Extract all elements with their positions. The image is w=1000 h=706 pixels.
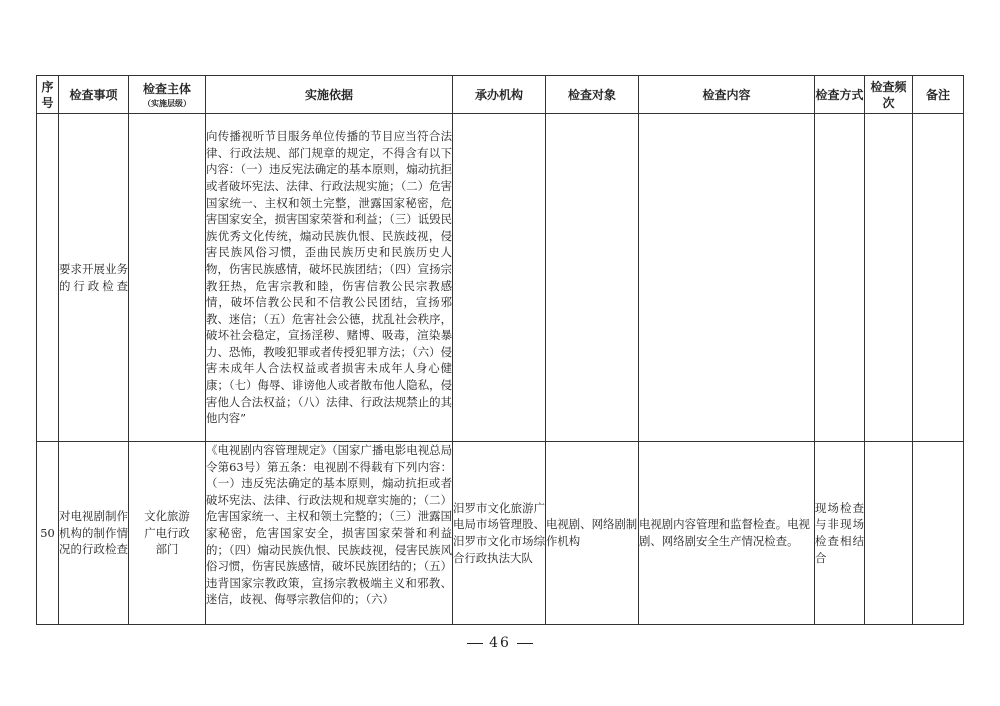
header-subject-label: 检查主体 <box>142 81 191 96</box>
cell-remark <box>913 114 964 442</box>
cell-method: 现场检查与非现场检查相结合 <box>815 442 865 625</box>
page-number-value: 46 <box>489 635 511 651</box>
table-row <box>37 442 964 625</box>
cell-org: 汨罗市文化旅游广电局市场管理股、汨罗市文化市场综合行政执法大队 <box>453 442 546 625</box>
cell-subject: 文化旅游广电行政部门 <box>129 442 206 625</box>
cell-basis: 向传播视听节目服务单位传播的节目应当符合法律、行政法规、部门规章的规定，不得含有以下内容：（一）违反宪法确定的基本原则，煽动抗拒或者破坏宪法、法律、行政法规实施；（二）危害国家统一、主权和领土完整，泄露国家秘密，危害国家安全，损害国家荣誉和利益；（三）诋毁民族优秀文化传统，煽动民族仇恨、民族歧视，侵害民族风俗习惯，歪曲民族历史和民族历史人物，伤害民族感情，破坏民族团结；（四）宣扬宗教狂热，危害宗教和睦，伤害信教公民宗教感情，破坏信教公民和不信教公民团结，宣扬邪教、迷信；（五）危害社会公德，扰乱社会秩序，破坏社会稳定，宣扬淫秽、赌博、吸毒，渲染暴力、恐怖，教唆犯罪或者传授犯罪方法；（六）侵害未成年人合法权益或者损害未成年人身心健康；（七）侮辱、诽谤他人或者散布他人隐私，侵害他人合法权益；（八）法律、行政法规禁止的其他内容” <box>206 114 453 442</box>
cell-seq <box>37 114 59 442</box>
cell-org <box>453 114 546 442</box>
header-item: 检查事项 <box>59 76 129 114</box>
header-org: 承办机构 <box>453 76 546 114</box>
header-method: 检查方式 <box>815 76 865 114</box>
cell-target <box>546 114 639 442</box>
page-number <box>0 635 1000 651</box>
cell-method <box>815 114 865 442</box>
header-basis: 实施依据 <box>206 76 453 114</box>
cell-target: 电视剧、网络剧制作机构 <box>546 442 639 625</box>
cell-freq <box>865 442 913 625</box>
header-subject <box>129 76 206 114</box>
header-remark: 备注 <box>913 76 964 114</box>
header-seq: 序号 <box>37 76 59 114</box>
table-header-row <box>37 76 964 114</box>
dash-left <box>467 643 483 644</box>
dash-right <box>517 643 533 644</box>
cell-seq: 50 <box>37 442 59 625</box>
cell-content: 电视剧内容管理和监督检查。电视剧、网络剧安全生产情况检查。 <box>639 442 815 625</box>
header-subject-sub: （实施层级） <box>143 97 191 108</box>
table-row <box>37 114 964 442</box>
header-freq: 检查频次 <box>865 76 913 114</box>
cell-item: 对电视剧制作机构的制作情况的行政检查 <box>59 442 129 625</box>
header-content: 检查内容 <box>639 76 815 114</box>
cell-freq <box>865 114 913 442</box>
cell-subject <box>129 114 206 442</box>
cell-remark <box>913 442 964 625</box>
inspection-table <box>36 75 964 625</box>
header-target: 检查对象 <box>546 76 639 114</box>
cell-basis: 《电视剧内容管理规定》（国家广播电影电视总局令第63号）第五条：电视剧不得载有下列内容：（一）违反宪法确定的基本原则，煽动抗拒或者破坏宪法、法律、行政法规和规章实施的；（二）危害国家统一、主权和领土完整的；（三）泄露国家秘密，危害国家安全，损害国家荣誉和利益的；（四）煽动民族仇恨、民族歧视，侵害民族风俗习惯，伤害民族感情，破坏民族团结的；（五）违背国家宗教政策，宣扬宗教极端主义和邪教、迷信，歧视、侮辱宗教信仰的；（六） <box>206 442 453 625</box>
cell-item: 要求开展业务的行政检查 <box>59 114 129 442</box>
cell-content <box>639 114 815 442</box>
